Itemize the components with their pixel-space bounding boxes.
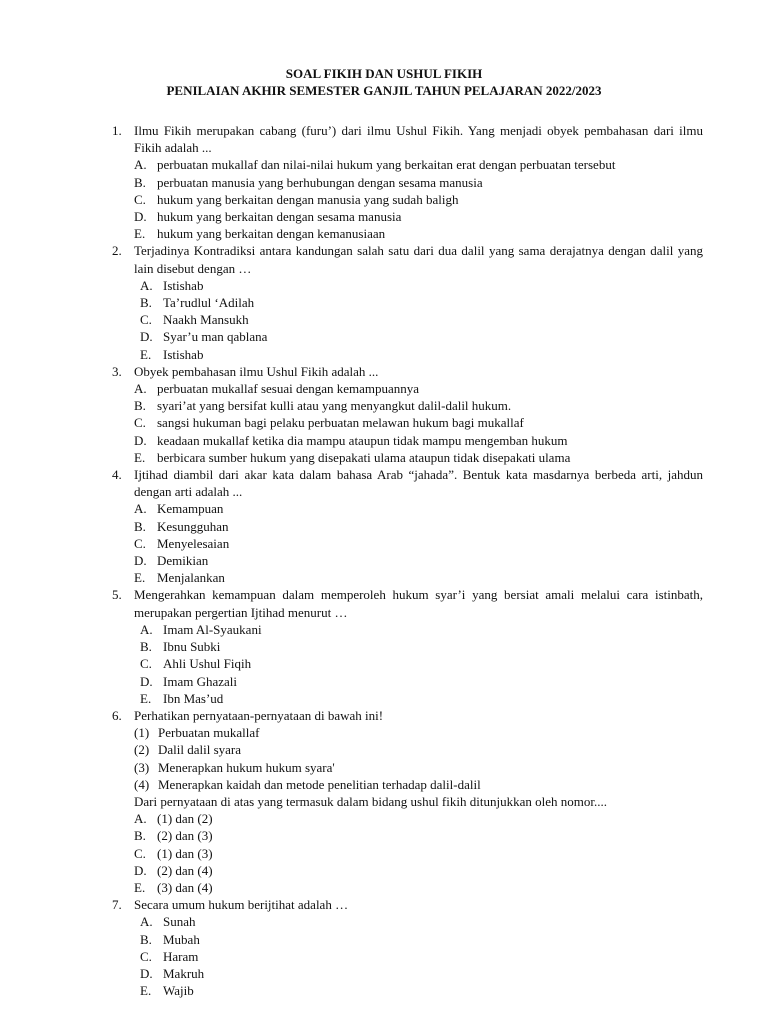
- statement-1: [134, 724, 703, 741]
- question-text: Mengerahkan kemampuan dalam memperoleh hukum syar’i yang bersiat amali melalui cara istinbath, merupakan pergertian Ijtihad menurut …: [134, 587, 703, 620]
- statement-text: Perbuatan mukallaf: [158, 725, 260, 741]
- option-text: (3) dan (4): [157, 879, 213, 895]
- statement-4: [134, 776, 703, 793]
- option-a: [140, 277, 703, 294]
- question-number: 7.: [112, 897, 122, 913]
- option-label: D.: [134, 862, 147, 878]
- question-5: [112, 586, 703, 706]
- option-c: [140, 948, 703, 965]
- question-3: [112, 363, 703, 466]
- option-c: [134, 845, 703, 862]
- option-text: Menjalankan: [157, 570, 225, 586]
- option-label: B.: [134, 518, 146, 534]
- option-d: [134, 208, 703, 225]
- option-b: [134, 827, 703, 844]
- question-number: 2.: [112, 243, 122, 259]
- option-label: C.: [140, 656, 152, 672]
- option-text: Ahli Ushul Fiqih: [163, 656, 252, 672]
- option-text: Kesungguhan: [157, 518, 229, 534]
- option-label: E.: [140, 690, 152, 706]
- option-label: C.: [134, 191, 146, 207]
- document-subtitle: PENILAIAN AKHIR SEMESTER GANJIL TAHUN PELAJARAN 2022/2023: [166, 83, 602, 98]
- option-label: A.: [134, 811, 147, 827]
- statement-list: [134, 724, 703, 793]
- option-e: [140, 690, 703, 707]
- question-4: [112, 466, 703, 586]
- option-label: A.: [140, 277, 153, 293]
- option-text: Kemampuan: [157, 501, 224, 517]
- option-d: [134, 862, 703, 879]
- option-label: B.: [134, 398, 146, 414]
- option-text: perbuatan mukallaf dan nilai-nilai hukum yang berkaitan erat dengan perbuatan tersebut: [157, 157, 616, 173]
- option-text: hukum yang berkaitan dengan manusia yang sudah baligh: [157, 191, 459, 207]
- question-text: Obyek pembahasan ilmu Ushul Fikih adalah ...: [134, 363, 379, 379]
- option-d: [140, 328, 703, 345]
- option-text: Istishab: [163, 277, 204, 293]
- option-list: [134, 500, 703, 586]
- document-header: [0, 65, 768, 99]
- option-d: [140, 965, 703, 982]
- option-text: (2) dan (3): [157, 828, 213, 844]
- option-list: [134, 810, 703, 896]
- option-text: berbicara sumber hukum yang disepakati ulama ataupun tidak disepakati ulama: [157, 449, 571, 465]
- statement-text: Dalil dalil syara: [158, 742, 242, 758]
- option-text: Demikian: [157, 553, 209, 569]
- option-d: [134, 432, 703, 449]
- option-text: Imam Ghazali: [163, 673, 237, 689]
- question-list: [112, 122, 703, 999]
- option-b: [134, 518, 703, 535]
- option-a: [134, 380, 703, 397]
- option-b: [134, 397, 703, 414]
- option-b: [134, 174, 703, 191]
- question-text: Ijtihad diambil dari akar kata dalam bahasa Arab “jahada”. Bentuk kata masdarnya berbeda arti, jahdun dengan arti adalah ...: [134, 467, 703, 500]
- option-b: [140, 931, 703, 948]
- option-text: syari’at yang bersifat kulli atau yang menyangkut dalil-dalil hukum.: [157, 398, 512, 414]
- option-label: A.: [140, 914, 153, 930]
- option-label: C.: [134, 415, 146, 431]
- option-label: E.: [134, 570, 146, 586]
- statement-label: (2): [134, 742, 150, 758]
- question-text: Perhatikan pernyataan-pernyataan di bawah ini!: [134, 707, 384, 723]
- option-text: Menyelesaian: [157, 535, 230, 551]
- statement-label: (4): [134, 776, 150, 792]
- option-label: A.: [134, 157, 147, 173]
- option-c: [140, 311, 703, 328]
- option-label: D.: [140, 329, 153, 345]
- option-b: [140, 638, 703, 655]
- option-c: [134, 535, 703, 552]
- option-text: Istishab: [163, 346, 204, 362]
- question-prompt: Dari pernyataan di atas yang termasuk dalam bidang ushul fikih ditunjukkan oleh nomor....: [134, 793, 607, 809]
- option-text: hukum yang berkaitan dengan kemanusiaan: [157, 226, 386, 242]
- option-label: A.: [134, 381, 147, 397]
- option-text: Ibn Mas’ud: [163, 690, 224, 706]
- question-number: 5.: [112, 587, 122, 603]
- statement-label: (3): [134, 759, 150, 775]
- option-label: B.: [140, 639, 152, 655]
- option-list: [134, 156, 703, 242]
- question-2: [112, 242, 703, 362]
- option-label: D.: [134, 209, 147, 225]
- option-label: C.: [134, 845, 146, 861]
- option-c: [134, 414, 703, 431]
- option-a: [134, 810, 703, 827]
- option-label: B.: [140, 931, 152, 947]
- option-e: [134, 879, 703, 896]
- option-text: Makruh: [163, 965, 205, 981]
- option-d: [134, 552, 703, 569]
- option-text: (1) dan (2): [157, 811, 213, 827]
- option-label: E.: [140, 346, 152, 362]
- option-label: B.: [134, 828, 146, 844]
- option-text: keadaan mukallaf ketika dia mampu ataupun tidak mampu mengemban hukum: [157, 432, 568, 448]
- option-text: Haram: [163, 948, 199, 964]
- statement-2: [134, 741, 703, 758]
- option-label: D.: [140, 673, 153, 689]
- option-e: [140, 982, 703, 999]
- statement-text: Menerapkan hukum hukum syara': [158, 759, 335, 775]
- option-e: [134, 569, 703, 586]
- statement-label: (1): [134, 725, 150, 741]
- option-b: [140, 294, 703, 311]
- option-text: Syar’u man qablana: [163, 329, 268, 345]
- document-title: SOAL FIKIH DAN USHUL FIKIH: [285, 66, 483, 81]
- question-number: 1.: [112, 123, 122, 138]
- question-6: [112, 707, 703, 896]
- question-number: 3.: [112, 363, 122, 379]
- option-label: E.: [140, 983, 152, 999]
- option-text: hukum yang berkaitan dengan sesama manusia: [157, 209, 402, 225]
- option-e: [134, 449, 703, 466]
- option-e: [140, 346, 703, 363]
- option-text: (2) dan (4): [157, 862, 213, 878]
- option-label: E.: [134, 879, 146, 895]
- option-a: [140, 621, 703, 638]
- question-number: 4.: [112, 467, 122, 483]
- option-text: Mubah: [163, 931, 200, 947]
- option-text: Sunah: [163, 914, 196, 930]
- question-7: [112, 896, 703, 999]
- option-text: perbuatan manusia yang berhubungan dengan sesama manusia: [157, 174, 483, 190]
- option-label: C.: [134, 535, 146, 551]
- option-label: B.: [140, 295, 152, 311]
- option-label: C.: [140, 312, 152, 328]
- option-list: [134, 380, 703, 466]
- option-c: [134, 191, 703, 208]
- option-label: A.: [134, 501, 147, 517]
- option-label: C.: [140, 948, 152, 964]
- question-number: 6.: [112, 707, 122, 723]
- option-d: [140, 673, 703, 690]
- option-label: A.: [140, 621, 153, 637]
- option-list: [134, 913, 703, 999]
- option-label: D.: [140, 965, 153, 981]
- option-a: [134, 500, 703, 517]
- option-text: (1) dan (3): [157, 845, 213, 861]
- question-text: Secara umum hukum berijtihat adalah …: [134, 897, 349, 913]
- option-text: Imam Al-Syaukani: [163, 621, 262, 637]
- statement-3: [134, 759, 703, 776]
- option-text: perbuatan mukallaf sesuai dengan kemampuannya: [157, 381, 420, 397]
- question-text: Terjadinya Kontradiksi antara kandungan salah satu dari dua dalil yang sama derajatnya dengan dalil yang lain disebut dengan …: [134, 243, 703, 276]
- question-text: Ilmu Fikih merupakan cabang (furu’) dari ilmu Ushul Fikih. Yang menjadi obyek pembahasan dari ilmu Fikih adalah ...: [134, 123, 703, 156]
- option-e: [134, 225, 703, 242]
- option-text: Wajib: [163, 983, 194, 999]
- option-text: Naakh Mansukh: [163, 312, 249, 328]
- option-list: [134, 621, 703, 707]
- option-label: D.: [134, 553, 147, 569]
- option-text: sangsi hukuman bagi pelaku perbuatan melawan hukum bagi mukallaf: [157, 415, 524, 431]
- option-a: [134, 156, 703, 173]
- statement-text: Menerapkan kaidah dan metode penelitian terhadap dalil-dalil: [158, 776, 481, 792]
- option-a: [140, 913, 703, 930]
- option-label: B.: [134, 174, 146, 190]
- option-c: [140, 655, 703, 672]
- option-label: E.: [134, 449, 146, 465]
- option-text: Ibnu Subki: [163, 639, 221, 655]
- option-text: Ta’rudlul ‘Adilah: [163, 295, 255, 311]
- option-label: E.: [134, 226, 146, 242]
- question-1: [112, 122, 703, 242]
- option-label: D.: [134, 432, 147, 448]
- option-list: [134, 277, 703, 363]
